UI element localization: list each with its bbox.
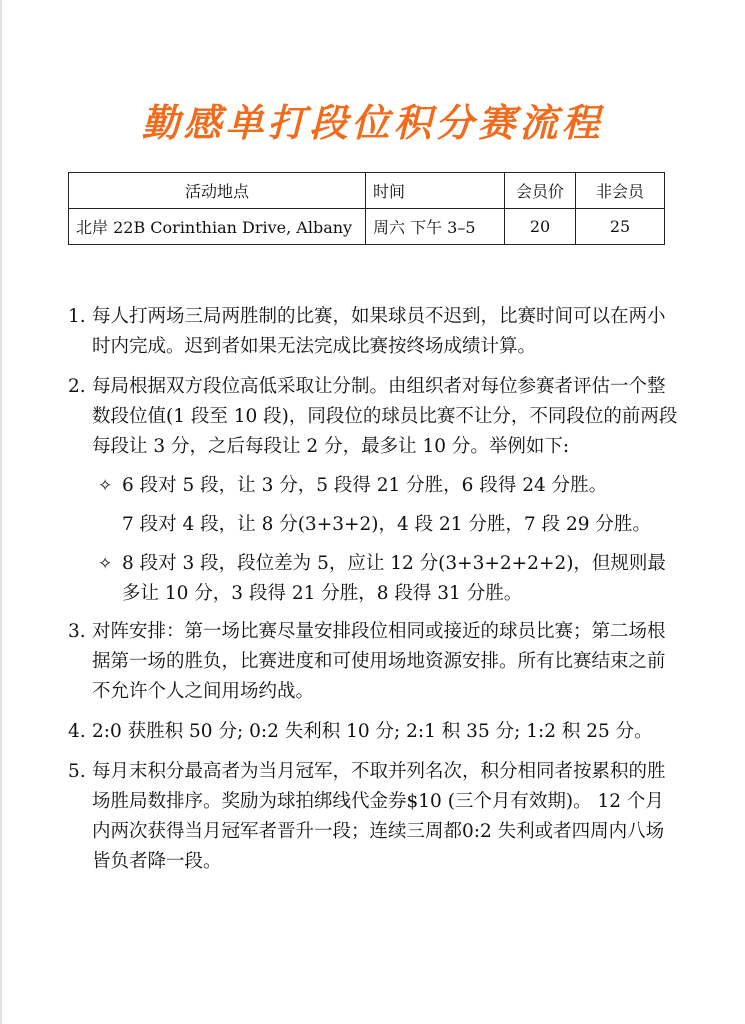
rule-text: 每月末积分最高者为当月冠军，不取并列名次，积分相同者按累积的胜场胜局数排序。奖励为球拍绑线代金券$10 (三个月有效期)。 12 个月内两次获得当月冠军者晋升一段；连续三周都0:2 失利或者四周内八场皆负者降一段。 [92,761,666,872]
example-text: 8 段对 3 段，段位差为 5，应让 12 分(3+3+2+2+2)，但规则最多让 10 分，3 段得 21 分胜，8 段得 31 分胜。 [122,553,666,604]
rule-number: 2. [68,376,86,397]
rule-number: 4. [68,721,86,742]
rules-list [68,302,678,887]
example-text: 6 段对 5 段，让 3 分，5 段得 21 分胜，6 段得 24 分胜。 [122,475,608,496]
header-nonmember-price: 非会员 [576,173,665,209]
rule-number: 3. [68,621,86,642]
event-info-table [68,172,665,245]
header-time: 时间 [366,173,505,209]
example-text: 7 段对 4 段，让 8 分(3+3+2)，4 段 21 分胜，7 段 29 分胜。 [122,514,651,535]
rule-text: 2:0 获胜积 50 分; 0:2 失利积 10 分; 2:1 积 35 分; 1:2 积 25 分。 [92,721,653,742]
cell-location: 北岸 22B Corinthian Drive, Albany [69,209,366,245]
example-item-2 [68,510,678,540]
rule-number: 5. [68,761,86,782]
cell-member-price: 20 [505,209,576,245]
header-location: 活动地点 [69,173,366,209]
rule-item-4 [68,717,678,747]
example-item-1 [68,471,678,501]
header-member-price: 会员价 [505,173,576,209]
rule-text: 每局根据双方段位高低采取让分制。由组织者对每位参赛者评估一个整数段位值(1 段至 10 段)，同段位的球员比赛不让分，不同段位的前两段每段让 3 分，之后每段让 2 分，最多让 10 分。举例如下: [92,376,678,457]
rule-item-2 [68,372,678,462]
rule-item-3 [68,617,678,707]
cell-time: 周六 下午 3–5 [366,209,505,245]
rule-item-5 [68,757,678,877]
rule-text: 对阵安排：第一场比赛尽量安排段位相同或接近的球员比赛；第二场根据第一场的胜负，比赛进度和可使用场地资源安排。所有比赛结束之前不允许个人之间用场约战。 [92,621,666,702]
sparkle-bullet-icon: ✧ [98,476,113,496]
rule-text: 每人打两场三局两胜制的比赛，如果球员不迟到，比赛时间可以在两小时内完成。迟到者如果无法完成比赛按终场成绩计算。 [92,306,666,357]
rule-number: 1. [68,306,86,327]
table-header-row [69,173,665,209]
page-title: 勤感单打段位积分赛流程 [141,101,604,145]
page-edge-line [0,0,2,1024]
table-row [69,209,665,245]
cell-nonmember-price: 25 [576,209,665,245]
sparkle-bullet-icon: ✧ [98,554,113,574]
example-item-3 [68,549,678,609]
rule-item-1 [68,302,678,362]
